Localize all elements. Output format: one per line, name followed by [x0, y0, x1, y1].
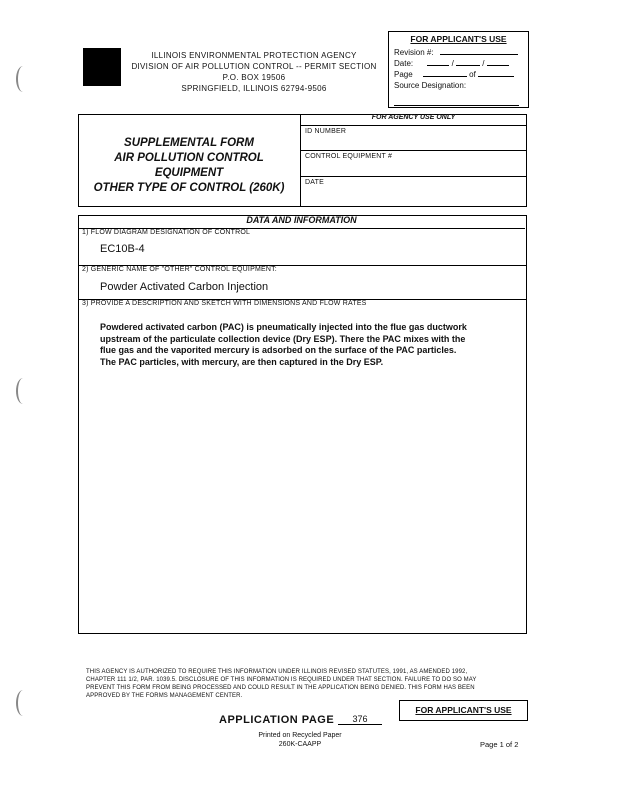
binder-hole [16, 66, 30, 92]
legal-notice [86, 668, 526, 700]
agency-city: SPRINGFIELD, ILLINOIS 62794-9506 [181, 84, 327, 93]
page-of: Page 1 of 2 [480, 740, 519, 749]
print-info [230, 731, 370, 749]
title-divider [300, 114, 301, 207]
application-page-label: APPLICATION PAGE [219, 714, 335, 726]
footer-applicant-box: FOR APPLICANT'S USE [399, 700, 528, 721]
form-code: 260K-CAAPP [278, 741, 322, 748]
agency-row-divider [301, 150, 526, 151]
q1-value[interactable]: EC10B-4 [100, 243, 145, 255]
binder-hole [16, 690, 30, 716]
of-label: of [469, 70, 476, 79]
agency-date-label: DATE [305, 179, 324, 186]
revision-label: Revision #: [394, 48, 434, 57]
form-title-line: SUPPLEMENTAL FORM [124, 137, 254, 149]
source-designation-label: Source Designation: [394, 81, 467, 90]
form-title-line: EQUIPMENT [154, 167, 224, 179]
q3-description[interactable] [100, 322, 500, 368]
data-section-heading: DATA AND INFORMATION [78, 215, 525, 229]
notice-line: THIS AGENCY IS AUTHORIZED TO REQUIRE THIS INFORMATION UNDER ILLINOIS REVISED STATUTES, 1991, AS AMENDED 1992, [86, 669, 468, 675]
description-line: The PAC particles, with mercury, are then captured in the Dry ESP. [100, 356, 384, 367]
notice-line: PREVENT THIS FORM FROM BEING PROCESSED AND COULD RESULT IN THE APPLICATION BEING DENIED. THIS FORM HAS BEEN [86, 685, 475, 691]
applicant-use-box: FOR APPLICANT'S USE Revision #: Date: / / Page of Source Designation: [388, 31, 529, 108]
binder-hole [16, 378, 30, 404]
description-line: flue gas and the vaporited mercury is adsorbed on the surface of the PAC particles. [100, 345, 457, 355]
notice-line: CHAPTER 111 1/2, PAR. 1039.5. DISCLOSURE OF THIS INFORMATION IS REQUIRED UNDER THAT SECTION. FAILURE TO DO SO MAY [86, 677, 477, 683]
control-equipment-label: CONTROL EQUIPMENT # [305, 153, 393, 160]
notice-line: APPROVED BY THE FORMS MANAGEMENT CENTER. [86, 693, 243, 699]
date-year-field[interactable] [487, 58, 509, 66]
agency-logo [83, 48, 121, 86]
form-title-line: AIR POLLUTION CONTROL [114, 152, 264, 164]
date-label: Date: [394, 59, 414, 68]
application-page-number[interactable]: 376 [338, 714, 382, 725]
form-title [80, 136, 298, 196]
data-section-box [78, 215, 527, 634]
agency-header [120, 50, 388, 94]
page-field[interactable] [423, 69, 467, 77]
page-total-field[interactable] [478, 69, 514, 77]
agency-po-box: P.O. BOX 19506 [222, 73, 286, 82]
form-title-line: OTHER TYPE OF CONTROL (260K) [93, 182, 285, 194]
source-designation-field[interactable] [394, 98, 519, 106]
agency-use-header: FOR AGENCY USE ONLY [301, 114, 526, 126]
recycled-paper-note: Printed on Recycled Paper [258, 732, 342, 739]
q2-value[interactable]: Powder Activated Carbon Injection [100, 281, 269, 293]
applicant-box-title: FOR APPLICANT'S USE [410, 34, 507, 44]
agency-name: ILLINOIS ENVIRONMENTAL PROTECTION AGENCY [151, 51, 357, 60]
date-day-field[interactable] [456, 58, 480, 66]
id-number-label: ID NUMBER [305, 128, 347, 135]
description-line: upstream of the particulate collection device (Dry ESP). There the PAC mixes with the [100, 333, 466, 344]
q3-label: 3) PROVIDE A DESCRIPTION AND SKETCH WITH DIMENSIONS AND FLOW RATES [82, 300, 367, 307]
description-line: Powdered activated carbon (PAC) is pneumatically injected into the flue gas ductwork [100, 322, 467, 332]
date-month-field[interactable] [427, 58, 449, 66]
revision-field[interactable] [440, 47, 518, 55]
page-label: Page [394, 70, 413, 79]
agency-division: DIVISION OF AIR POLLUTION CONTROL -- PERMIT SECTION [131, 62, 377, 71]
q1-label: 1) FLOW DIAGRAM DESIGNATION OF CONTROL [82, 229, 251, 236]
agency-row-divider [301, 176, 526, 177]
q2-label: 2) GENERIC NAME OF "OTHER" CONTROL EQUIPMENT: [82, 266, 277, 273]
